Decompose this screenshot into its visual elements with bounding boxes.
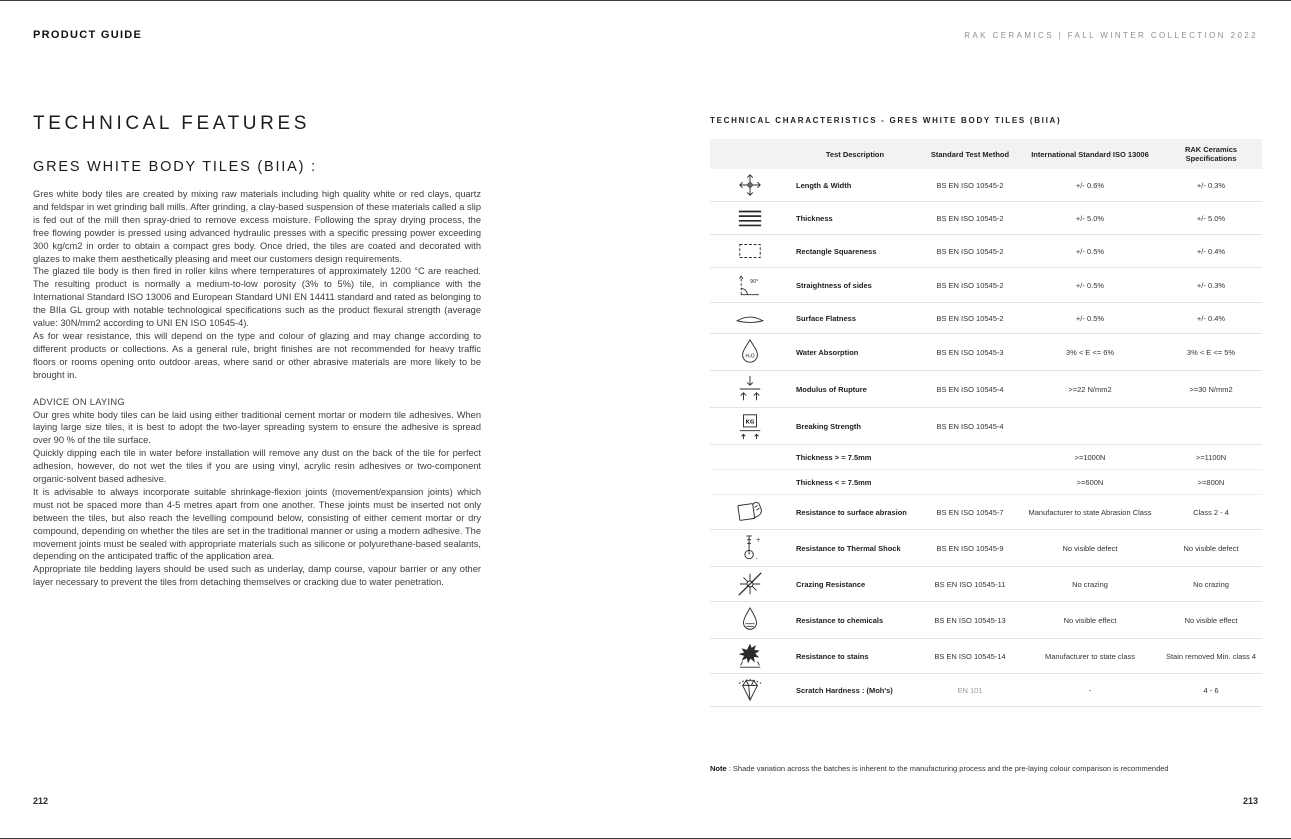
rak-specification-cell: +/- 5.0% xyxy=(1196,213,1226,223)
iso-standard-cell: 3% < E <= 6% xyxy=(1065,347,1115,357)
test-description-cell: Length & Width xyxy=(796,180,852,190)
thickness-icon xyxy=(710,202,790,234)
paragraph: The glazed tile body is then fired in roller kilns where temperatures of approximately 1200 °C are reached. The resulting product is normally a medium-to-low porosity (3% to 5%) tile, in compliance with the International Standard ISO 13006 and European Standard UNI EN 14411 standard and rated as belonging to the BIIa GL group with notable technological specifications such as the product flexural strength (average value: 30N/mm2 according to UNI EN ISO 10545-4). xyxy=(33,266,481,329)
standard-method-cell: BS EN ISO 10545-2 xyxy=(936,213,1004,223)
rak-specification-cell: No visible effect xyxy=(1184,615,1238,625)
water-absorption-icon xyxy=(710,334,790,370)
rak-specification-cell: 3% < E <= 5% xyxy=(1186,347,1236,357)
table-row xyxy=(710,334,1262,371)
table-row xyxy=(710,639,1262,674)
header-right-title: RAK CERAMICS | FALL WINTER COLLECTION 2022 xyxy=(964,31,1258,40)
rak-specification-cell: +/- 0.3% xyxy=(1196,280,1226,290)
iso-standard-cell: +/- 0.6% xyxy=(1075,180,1105,190)
footnote-label: Note xyxy=(710,764,727,773)
table-row xyxy=(710,495,1262,530)
iso-standard-cell: No visible defect xyxy=(1062,543,1118,553)
page-number-right: 213 xyxy=(1242,796,1258,806)
stains-icon xyxy=(710,639,790,673)
svg-text:+: + xyxy=(755,536,761,544)
rak-specification-cell: +/- 0.4% xyxy=(1196,313,1226,323)
header-left-title: PRODUCT GUIDE xyxy=(33,29,143,41)
rak-specification-cell: +/- 0.3% xyxy=(1196,180,1226,190)
rak-specification-cell: Class 2 - 4 xyxy=(1193,507,1229,517)
table-title: TECHNICAL CHARACTERISTICS - GRES WHITE BODY TILES (BIIA) xyxy=(710,116,1062,125)
left-page xyxy=(33,113,481,589)
page-number-left: 212 xyxy=(33,796,49,806)
table-row xyxy=(710,602,1262,639)
table-row xyxy=(710,470,1262,495)
page-title: TECHNICAL FEATURES xyxy=(33,113,310,134)
table-row xyxy=(710,169,1262,202)
rak-specification-cell: >=30 N/mm2 xyxy=(1189,384,1233,394)
paragraph: It is advisable to always incorporate suitable shrinkage-flexion joints (movement/expansion joints) which must not be spaced more than 4-5 metres apart from one another. These joints must be inserted not only between the tiles, but also reach the levelling compound below, consisting of either cement mortar or dry compound, depending on whether the tiles are set in the traditional manner or using a modern adhesive. The movement joints must be sealed with appropriate materials such as silicone or polyurethane-based sealants, depending on the anticipated traffic of the application area. xyxy=(33,486,481,562)
standard-method-cell: BS EN ISO 10545-2 xyxy=(936,246,1004,256)
icon-empty xyxy=(710,479,790,485)
test-description-cell: Thickness xyxy=(796,213,833,223)
table-row xyxy=(710,303,1262,334)
table-row xyxy=(710,371,1262,408)
rak-specification-cell: No crazing xyxy=(1193,579,1229,589)
test-description-cell: Resistance to stains xyxy=(796,651,869,661)
test-description-cell: Straightness of sides xyxy=(796,280,872,290)
test-description-cell: Rectangle Squareness xyxy=(796,246,877,256)
paragraph: Our gres white body tiles can be laid using either traditional cement mortar or modern tile adhesives. When laying large size tiles, it is best to adopt the two-layer spreading system to ensure the adhesive is spread over 90 % of the tile surface. xyxy=(33,409,481,446)
standard-method-cell: BS EN ISO 10545-13 xyxy=(934,615,1006,625)
svg-text:-: - xyxy=(755,555,758,563)
chemicals-icon xyxy=(710,602,790,638)
iso-standard-cell: >=600N xyxy=(1076,477,1104,487)
standard-method-cell: BS EN ISO 10545-9 xyxy=(936,543,1004,553)
table-rows xyxy=(710,169,1262,707)
iso-standard-cell: Manufacturer to state class xyxy=(1044,651,1136,661)
standard-method-cell xyxy=(920,479,1020,485)
svg-text:KG: KG xyxy=(745,419,755,426)
table-row xyxy=(710,567,1262,602)
iso-standard-cell: +/- 5.0% xyxy=(1075,213,1105,223)
paragraph: As for wear resistance, this will depend on the type and colour of glazing and may change according to different products or collections. As a general rule, bright finishes are not recommended for heavy traffic floors or rooms opening onto outdoor areas, where sand or other abrasive materials are more likely to be brought in. xyxy=(33,330,481,380)
table-row xyxy=(710,674,1262,707)
test-description-cell: Water Absorption xyxy=(796,347,859,357)
column-header-rak: RAK Ceramics Specifications xyxy=(1184,145,1238,163)
test-description-cell: Thickness > = 7.5mm xyxy=(796,452,872,462)
surface-abrasion-icon xyxy=(710,495,790,529)
length-width-icon xyxy=(710,169,790,201)
section-title: GRES WHITE BODY TILES (BIIA) : xyxy=(33,159,317,175)
icon-empty xyxy=(710,454,790,460)
iso-standard-cell: >=1000N xyxy=(1074,452,1106,462)
test-description-cell: Crazing Resistance xyxy=(796,579,866,589)
standard-method-cell: BS EN ISO 10545-2 xyxy=(936,280,1004,290)
rectangle-squareness-icon xyxy=(710,235,790,267)
rak-specification-cell: >=800N xyxy=(1197,477,1225,487)
iso-standard-cell: +/- 0.5% xyxy=(1075,280,1105,290)
iso-standard-cell: No visible effect xyxy=(1063,615,1117,625)
svg-text:90°: 90° xyxy=(750,279,759,286)
iso-standard-cell: >=22 N/mm2 xyxy=(1068,384,1112,394)
paragraph: Quickly dipping each tile in water before installation will remove any dust on the back of the tile for perfect adhesion, however, do not wet the tiles if you are using vinyl, acrylic resin adhesives or two-component organic-solvent based adhesive. xyxy=(33,448,481,485)
standard-method-cell: BS EN ISO 10545-3 xyxy=(936,347,1004,357)
iso-standard-cell: No crazing xyxy=(1072,579,1108,589)
standard-method-cell: BS EN ISO 10545-11 xyxy=(934,579,1006,589)
thermal-shock-icon xyxy=(710,530,790,566)
table-row xyxy=(710,445,1262,470)
modulus-rupture-icon xyxy=(710,371,790,407)
test-description-cell: Breaking Strength xyxy=(796,421,862,431)
test-description-cell: Resistance to chemicals xyxy=(796,615,884,625)
rak-specification-cell: No visible defect xyxy=(1183,543,1239,553)
standard-method-cell: BS EN ISO 10545-4 xyxy=(936,421,1004,431)
test-description-cell: Resistance to Thermal Shock xyxy=(796,543,901,553)
breaking-strength-icon xyxy=(710,408,790,444)
rak-specification-cell: Stain removed Min. class 4 xyxy=(1165,651,1257,661)
table-row xyxy=(710,202,1262,235)
iso-standard-cell: +/- 0.5% xyxy=(1075,246,1105,256)
table-header-row xyxy=(710,139,1262,169)
test-description-cell: Thickness < = 7.5mm xyxy=(796,477,872,487)
table-row xyxy=(710,530,1262,567)
scratch-hardness-icon xyxy=(710,674,790,706)
column-header-method: Standard Test Method xyxy=(930,149,1010,159)
icon-column-header xyxy=(710,150,790,158)
straightness-icon xyxy=(710,268,790,302)
paragraph: Appropriate tile bedding layers should be used such as underlay, damp course, vapour barrier or any other layer necessary to prevent the tiles from detaching themselves or cracking due to water penetration. xyxy=(33,564,481,588)
table-row xyxy=(710,408,1262,445)
column-header-iso: International Standard ISO 13006 xyxy=(1031,149,1149,159)
footnote xyxy=(710,764,1262,773)
table-row xyxy=(710,268,1262,303)
iso-standard-cell: Manufacturer to state Abrasion Class xyxy=(1028,507,1152,517)
rak-specification-cell: 4 - 6 xyxy=(1203,685,1219,695)
test-description-cell: Modulus of Rupture xyxy=(796,384,867,394)
rak-specification-cell: >=1100N xyxy=(1195,452,1227,462)
standard-method-cell: BS EN ISO 10545-4 xyxy=(936,384,1004,394)
test-description-cell: Resistance to surface abrasion xyxy=(796,507,907,517)
svg-text:H₂O: H₂O xyxy=(745,354,755,360)
iso-standard-cell xyxy=(1020,423,1160,429)
standard-method-cell: BS EN ISO 10545-2 xyxy=(936,180,1004,190)
advice-heading: ADVICE ON LAYING xyxy=(33,396,125,407)
standard-method-cell: EN 101 xyxy=(957,685,983,695)
surface-flatness-icon xyxy=(710,304,790,332)
standard-method-cell: BS EN ISO 10545-7 xyxy=(936,507,1004,517)
column-header-test: Test Description xyxy=(825,149,885,159)
footnote-text: : Shade variation across the batches is inherent to the manufacturing process and the pre-laying colour comparison is recommended xyxy=(726,764,1169,773)
crazing-icon xyxy=(710,567,790,601)
body-text xyxy=(33,188,481,589)
test-description-cell: Surface Flatness xyxy=(796,313,857,323)
standard-method-cell: BS EN ISO 10545-2 xyxy=(936,313,1004,323)
rak-specification-cell: +/- 0.4% xyxy=(1196,246,1226,256)
iso-standard-cell: +/- 0.5% xyxy=(1075,313,1105,323)
paragraph: Gres white body tiles are created by mixing raw materials including high quality white or red clays, quartz and feldspar in wet grinding ball mills. After grinding, a clay-based suspension of these materials called a slip is fed out of the mill then spray-dried to remove excess moisture. Following the spray drying process, the free flowing powder is pressed using advanced hydraulic presses with a specific pressing power exceeding 300 kg/cm2 in order to obtain a compact gres body. Once dried, the tiles are coated and decorated with glazes to make them aesthetically pleasing and meet our customers design requirements. xyxy=(33,189,481,264)
right-page xyxy=(710,116,1262,707)
test-description-cell: Scratch Hardness : (Moh's) xyxy=(796,685,893,695)
rak-specification-cell xyxy=(1160,423,1262,429)
table-row xyxy=(710,235,1262,268)
standard-method-cell: BS EN ISO 10545-14 xyxy=(934,651,1006,661)
iso-standard-cell: - xyxy=(1088,685,1092,695)
standard-method-cell xyxy=(920,454,1020,460)
